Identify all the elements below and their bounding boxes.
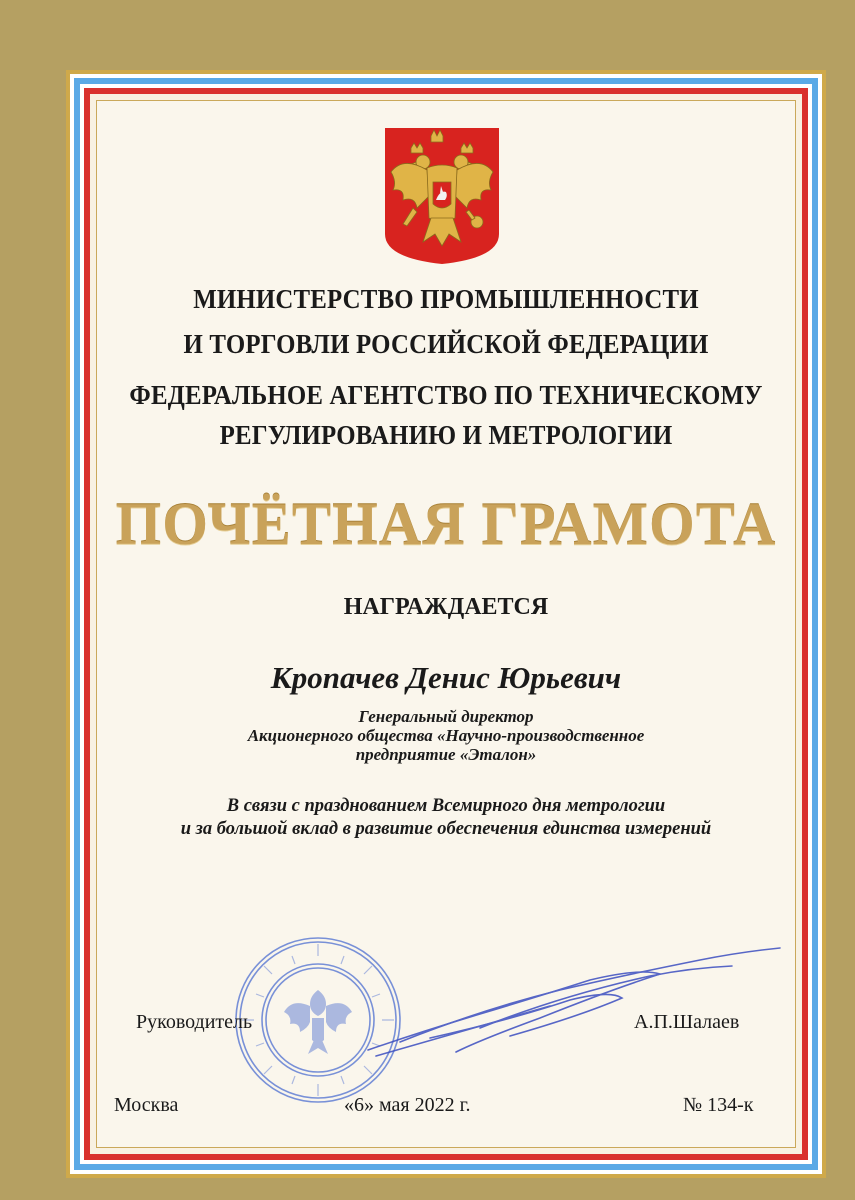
signatory-role: Руководитель bbox=[136, 1011, 253, 1033]
agency-line-1: ФЕДЕРАЛЬНОЕ АГЕНТСТВО ПО ТЕХНИЧЕСКОМУ bbox=[129, 380, 763, 410]
agency-line-2: РЕГУЛИРОВАНИЮ И МЕТРОЛОГИИ bbox=[219, 420, 673, 450]
ministry-line-1: МИНИСТЕРСТВО ПРОМЫШЛЕННОСТИ bbox=[193, 284, 699, 314]
reason-line-2: и за большой вклад в развитие обеспечения единства измерений bbox=[180, 819, 712, 839]
reason-line-1: В связи с празднованием Всемирного дня метрологии bbox=[226, 796, 666, 816]
awarded-label: НАГРАЖДАЕТСЯ bbox=[343, 594, 549, 620]
certificate-title: ПОЧЁТНАЯ ГРАМОТА bbox=[115, 491, 777, 557]
signatory-name: А.П.Шалаев bbox=[634, 1011, 740, 1033]
ministry-line-2: И ТОРГОВЛИ РОССИЙСКОЙ ФЕДЕРАЦИИ bbox=[183, 329, 709, 359]
coat-of-arms-icon bbox=[383, 126, 501, 266]
footer-number: № 134-к bbox=[683, 1094, 754, 1116]
handwritten-signature bbox=[360, 940, 790, 1060]
footer-date: «6» мая 2022 г. bbox=[344, 1094, 471, 1116]
recipient-position-line-3: предприятие «Эталон» bbox=[355, 745, 537, 764]
footer-city: Москва bbox=[114, 1094, 179, 1116]
recipient-name: Кропачев Денис Юрьевич bbox=[270, 660, 622, 695]
recipient-position-line-2: Акционерного общества «Научно-производственное bbox=[247, 726, 645, 745]
recipient-position-line-1: Генеральный директор bbox=[358, 707, 534, 726]
